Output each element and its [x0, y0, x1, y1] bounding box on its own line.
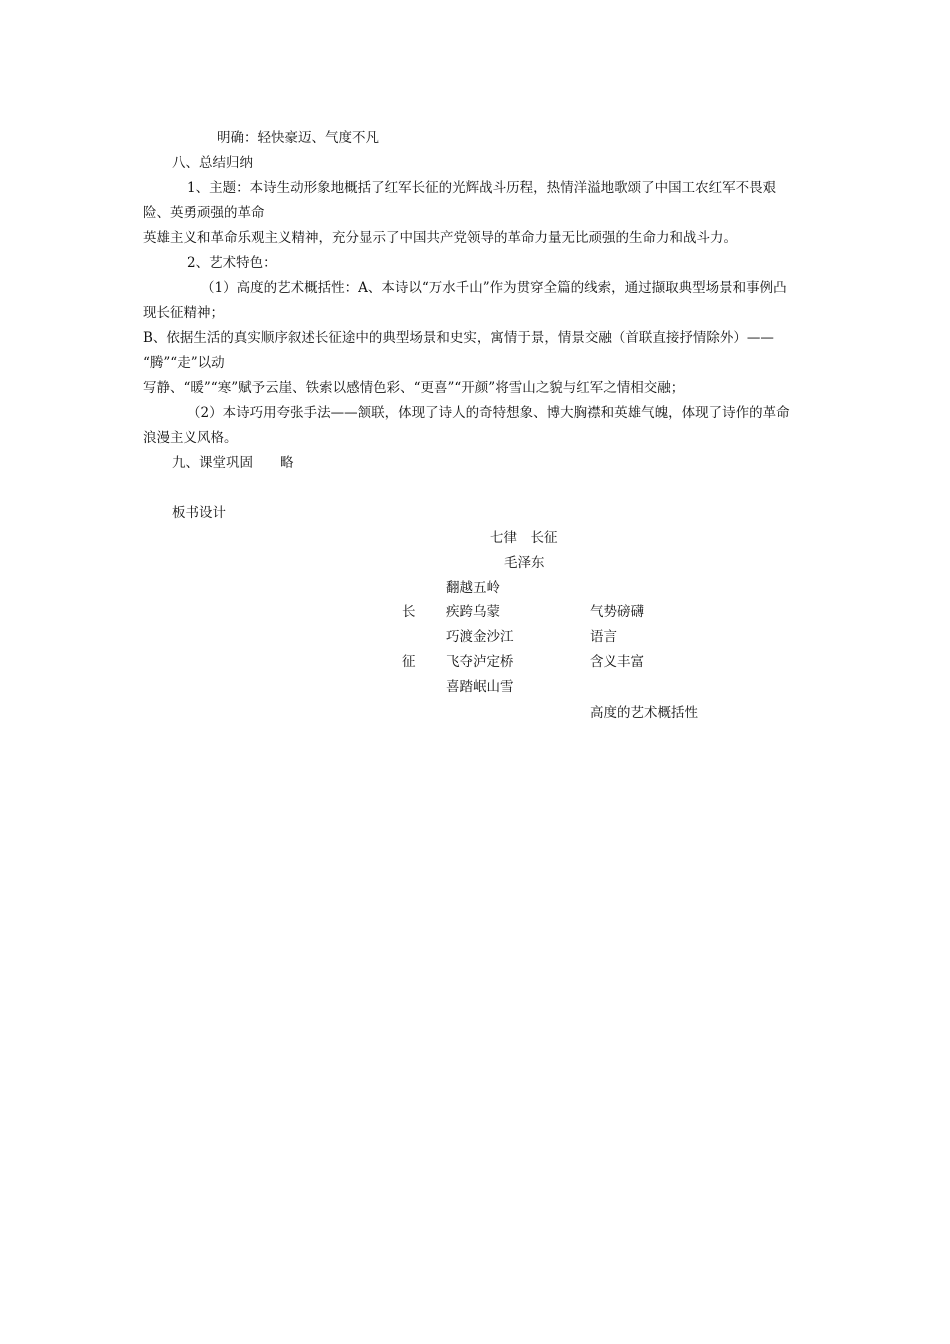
section-8-heading: 八、总结归纳 [172, 155, 253, 171]
board-left-char-zheng: 征 [402, 654, 416, 670]
feature-2-line-2: 浪漫主义风格。 [143, 430, 238, 446]
clarify-line: 明确：轻快豪迈、气度不凡 [217, 130, 379, 146]
theme-line-3: 英雄主义和革命乐观主义精神，充分显示了中国共产党领导的革命力量无比顽强的生命力和战斗力。 [143, 230, 737, 246]
theme-line-2: 险、英勇顽强的革命 [143, 205, 265, 221]
board-author: 毛泽东 [504, 555, 545, 571]
feature-b-line-2: “腾”“走”以动 [143, 355, 225, 371]
feature-1-line-2: 现长征精神； [143, 305, 224, 321]
theme-line-1: 1、主题：本诗生动形象地概括了红军长征的光辉战斗历程，热情洋溢地歌颂了中国工农红军不畏艰 [187, 180, 777, 196]
board-event: 喜踏岷山雪 [446, 679, 514, 695]
feature-b-line-1: B、依据生活的真实顺序叙述长征途中的典型场景和史实，寓情于景，情景交融（首联直接抒情除外）—— [143, 330, 774, 346]
board-feature: 语言 [590, 629, 617, 645]
board-feature: 气势磅礴 [590, 604, 644, 620]
board-feature: 含义丰富 [590, 654, 644, 670]
feature-1-line-1: （1）高度的艺术概括性：A、本诗以“万水千山”作为贯穿全篇的线索，通过撷取典型场景和事例凸 [201, 280, 787, 296]
board-event: 飞夺泸定桥 [446, 654, 514, 670]
board-event: 疾跨乌蒙 [446, 604, 500, 620]
feature-b-line-3: 写静、“暖”“寒”赋予云崖、铁索以感情色彩、“更喜”“开颜”将雪山之貌与红军之情相交融； [143, 380, 685, 396]
board-design-heading: 板书设计 [172, 505, 226, 521]
board-title: 七律 长征 [490, 530, 558, 546]
board-feature: 高度的艺术概括性 [590, 705, 698, 721]
feature-2-line-1: （2）本诗巧用夸张手法——颔联，体现了诗人的奇特想象、博大胸襟和英雄气魄，体现了诗作的革命 [187, 405, 790, 421]
section-9-heading: 九、课堂巩固 略 [172, 455, 294, 471]
board-left-char-chang: 长 [402, 604, 416, 620]
board-event: 翻越五岭 [446, 580, 500, 596]
art-features-heading: 2、艺术特色： [187, 255, 277, 271]
board-event: 巧渡金沙江 [446, 629, 514, 645]
